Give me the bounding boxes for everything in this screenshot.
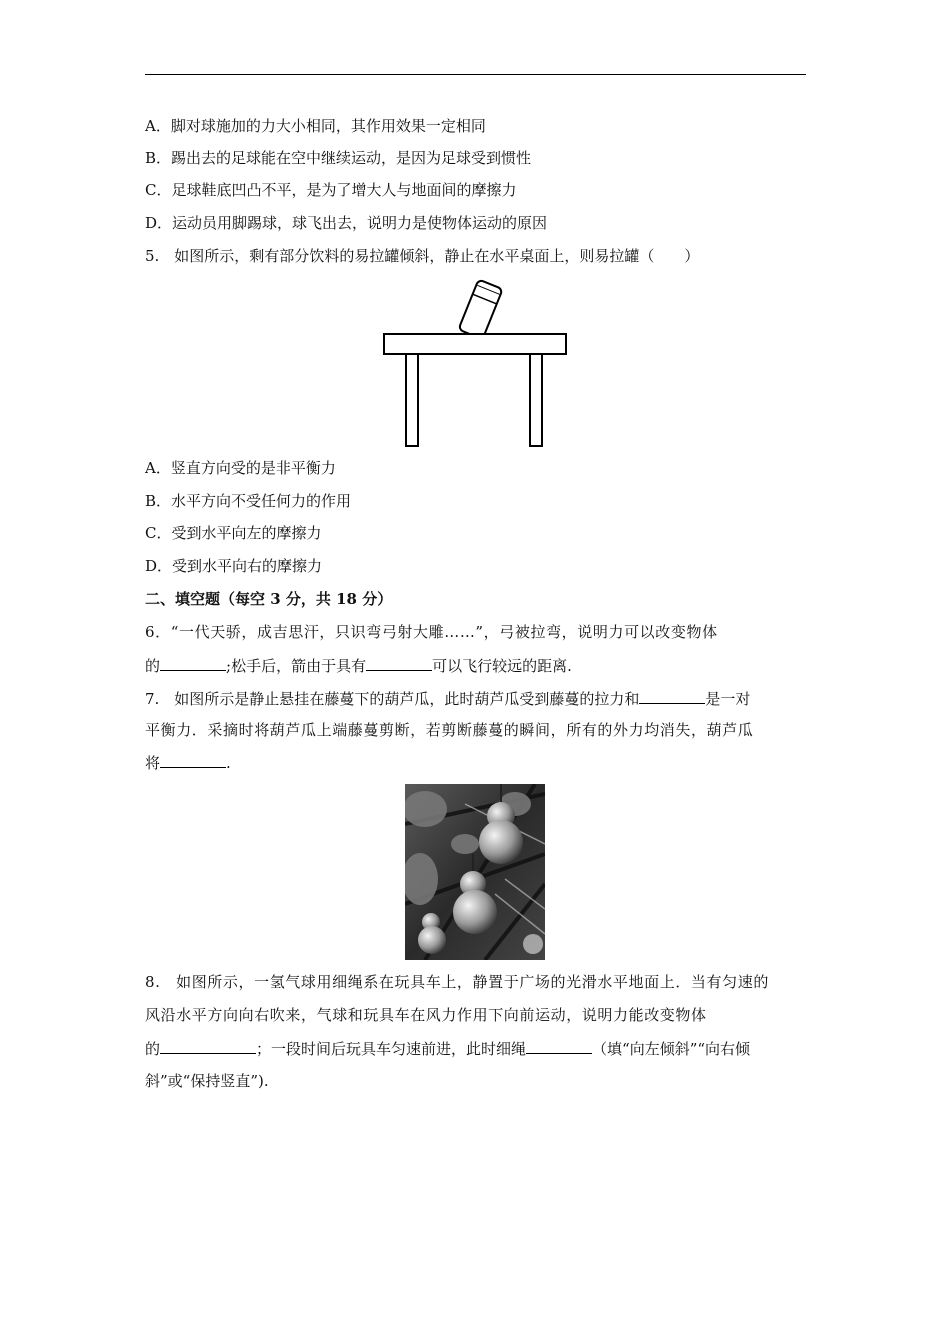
q7-line-1: 7. 如图所示是静止悬挂在藤蔓下的葫芦瓜，此时葫芦瓜受到藤蔓的拉力和 是一对 (145, 690, 751, 708)
q8-blank-2[interactable] (526, 1038, 592, 1054)
q4-option-d: D．运动员用脚踢球，球飞出去，说明力是使物体运动的原因 (145, 214, 548, 232)
q8-line-3: 的 ；一段时间后玩具车匀速前进，此时细绳 （填“向左倾斜”“向右倾 (145, 1040, 751, 1058)
can-on-table-figure (380, 276, 570, 452)
q6-line-1: 6．“一代天骄，成吉思汗，只识弯弓射大雕……”，弓被拉弯，说明力可以改变物体 (145, 623, 718, 641)
tilted-can (458, 279, 502, 339)
q4-option-c: C．足球鞋底凹凸不平，是为了增大人与地面间的摩擦力 (145, 181, 517, 199)
q8-line-4: 斜”或“保持竖直”). (145, 1072, 269, 1090)
q4-option-a: A．脚对球施加的力大小相同，其作用效果一定相同 (145, 117, 486, 135)
q7-line-3: 将 . (145, 754, 231, 772)
q5-option-b: B．水平方向不受任何力的作用 (145, 492, 352, 510)
q6-blank-1[interactable] (160, 655, 226, 671)
q6-line-2: 的 ;松手后，箭由于具有 可以飞行较远的距离. (145, 657, 572, 675)
gourd-photo (405, 784, 545, 960)
q4-option-b: B．踢出去的足球能在空中继续运动，是因为足球受到惯性 (145, 149, 532, 167)
q7-blank-2[interactable] (160, 752, 226, 768)
q7-blank-1[interactable] (639, 688, 705, 704)
q5-option-c: C．受到水平向左的摩擦力 (145, 524, 322, 542)
q6-blank-2[interactable] (366, 655, 432, 671)
table-leg-left (406, 354, 418, 446)
q8-line-1: 8. 如图所示，一氢气球用细绳系在玩具车上，静置于广场的光滑水平地面上．当有匀速的 (145, 973, 769, 991)
header-rule (145, 74, 806, 75)
section-title: 二、填空题（每空 3 分，共 18 分） (145, 590, 393, 608)
q8-line-2: 风沿水平方向向右吹来，气球和玩具车在风力作用下向前运动，说明力能改变物体 (145, 1006, 707, 1024)
q5-option-a: A．竖直方向受的是非平衡力 (145, 459, 336, 477)
q5-option-d: D．受到水平向右的摩擦力 (145, 557, 323, 575)
q8-blank-1[interactable] (160, 1038, 256, 1054)
q7-line-2: 平衡力．采摘时将葫芦瓜上端藤蔓剪断，若剪断藤蔓的瞬间，所有的外力均消失，葫芦瓜 (145, 721, 754, 739)
table-top (384, 334, 566, 354)
table-leg-right (530, 354, 542, 446)
q5-stem: 5. 如图所示，剩有部分饮料的易拉罐倾斜，静止在水平桌面上，则易拉罐（ ） (145, 247, 700, 265)
